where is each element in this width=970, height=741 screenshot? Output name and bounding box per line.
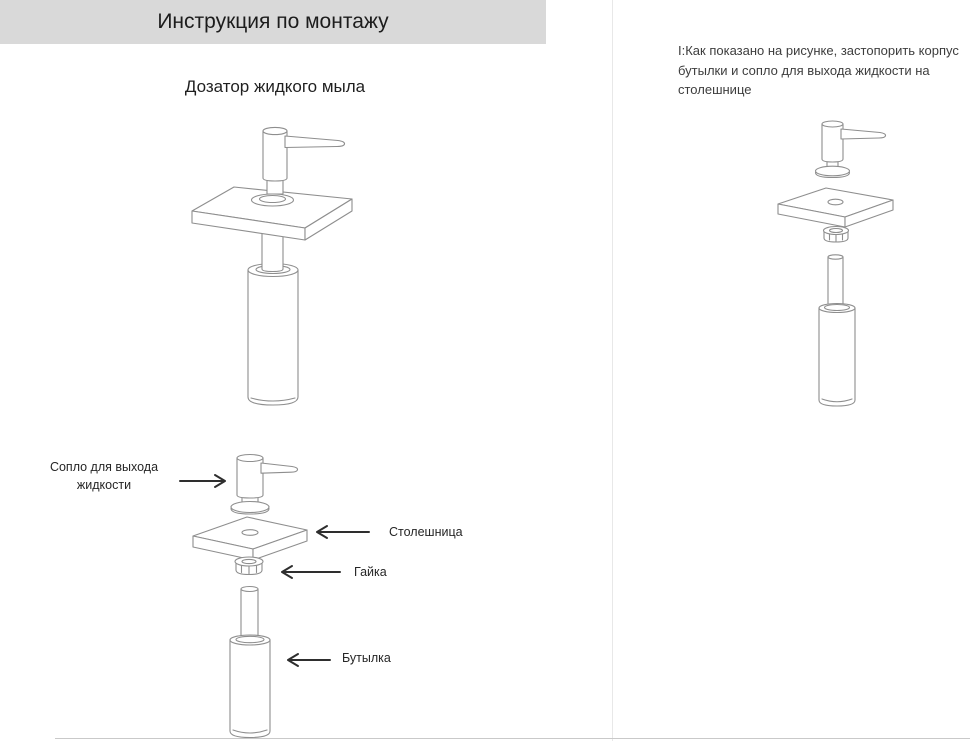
column-divider <box>612 0 613 741</box>
arrow-right-icon <box>178 472 232 490</box>
pump-drawing <box>263 127 345 194</box>
nut-drawing <box>235 557 263 575</box>
countertop-drawing <box>778 188 893 227</box>
arrow-left-icon <box>284 652 334 668</box>
product-heading: Дозатор жидкого мыла <box>184 77 366 96</box>
label-countertop: Столешница <box>389 525 463 539</box>
arrow-left-icon <box>313 524 373 540</box>
step-1-diagram <box>770 118 900 413</box>
label-nut: Гайка <box>354 565 387 579</box>
step-1-description: I:Как показано на рисунке, застопорить корпус бутылки и сопло для выхода жидкости на столешнице <box>678 43 959 97</box>
label-bottle: Бутылка <box>342 651 391 665</box>
arrow-left-icon <box>278 564 344 580</box>
bottle-drawing <box>248 264 298 406</box>
page-title: Инструкция по монтажу <box>0 0 546 44</box>
assembled-dispenser-diagram <box>185 120 365 410</box>
nozzle-drawing <box>816 121 886 178</box>
exploded-view-diagram <box>180 450 320 741</box>
bottle-drawing <box>230 587 270 738</box>
flange-drawing <box>252 194 294 206</box>
nozzle-drawing <box>231 455 298 515</box>
label-nozzle: Сопло для выхода жидкости <box>49 460 159 492</box>
countertop-drawing <box>193 517 307 560</box>
nut-drawing <box>824 227 849 243</box>
bottle-drawing <box>819 255 855 406</box>
